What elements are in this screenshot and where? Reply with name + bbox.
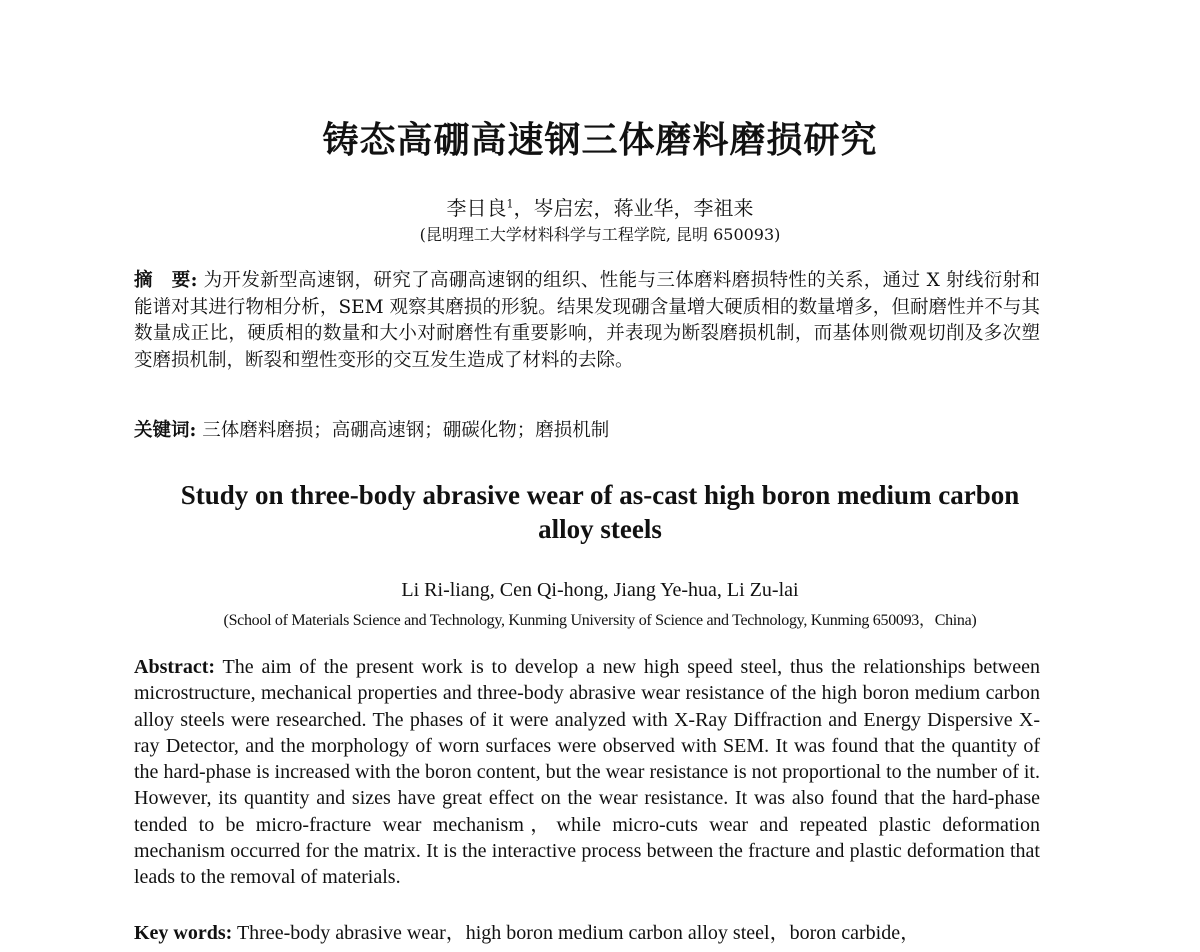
chinese-affiliation: (昆明理工大学材料科学与工程学院, 昆明 650093) [419, 225, 781, 244]
chinese-keywords-text: 三体磨料磨损；高硼高速钢；硼碳化物；磨损机制 [202, 420, 610, 441]
chinese-authors [0, 192, 1200, 221]
chinese-abstract-label: 摘 要: [134, 270, 198, 291]
english-keywords-text: Three-body abrasive wear，high boron medium carbon alloy steel，boron carbide， [236, 922, 921, 944]
english-keywords [134, 920, 1040, 946]
affiliation-marker: 1 [506, 197, 514, 211]
english-title: Study on three-body abrasive wear of as-cast high boron medium carbon alloy steels [180, 480, 1020, 544]
english-abstract-text: The aim of the present work is to develop a new high speed steel, thus the relationships between microstructure, mechanical properties and three-body abrasive wear resistance of the high boron medium carbon alloy steels were researched. The phases of it were analyzed with X-Ray Diffraction and Energy Dispersive X-ray Detector, and the morphology of worn surfaces were observed with SEM. It was found that the quantity of the hard-phase is increased with the boron content, but the wear resistance is not proportional to the number of it. However, its quantity and sizes have great effect on the wear resistance. It was also found that the hard-phase tended to be micro-fracture wear mechanism，while micro-cuts wear and repeated plastic deformation mechanism occurred for the matrix. It is the interactive process between the fracture and plastic deformation that leads to the removal of materials. [134, 656, 1041, 889]
chinese-abstract-text: 为开发新型高速钢，研究了高硼高速钢的组织、性能与三体磨料磨损特性的关系，通过 X 射线衍射和能谱对其进行物相分析，SEM 观察其磨损的形貌。结果发现硼含量增大硬质相的数量增多，但耐磨性并不与其数量成正比，硬质相的数量和大小对耐磨性有重要影响，并表现为断裂磨损机制，而基体则微观切削及多次塑变磨损机制，断裂和塑性变形的交互发生造成了材料的去除。 [134, 270, 1040, 371]
english-affiliation: (School of Materials Science and Technology, Kunming University of Science and Technology, Kunming 650093，China) [223, 612, 977, 629]
chinese-abstract [134, 268, 1040, 374]
chinese-title: 铸态高硼高速钢三体磨料磨损研究 [322, 119, 878, 161]
chinese-first-author: 李日良 [446, 196, 507, 220]
english-abstract [134, 654, 1040, 891]
english-abstract-label: Abstract: [134, 656, 216, 678]
english-authors: Li Ri-liang, Cen Qi-hong, Jiang Ye-hua, Li Zu-lai [401, 579, 799, 601]
english-keywords-label: Key words: [134, 922, 233, 944]
chinese-other-authors: ，岑启宏，蒋业华，李祖来 [513, 196, 754, 220]
chinese-keywords [134, 418, 1040, 444]
chinese-keywords-label: 关键词: [134, 420, 197, 441]
